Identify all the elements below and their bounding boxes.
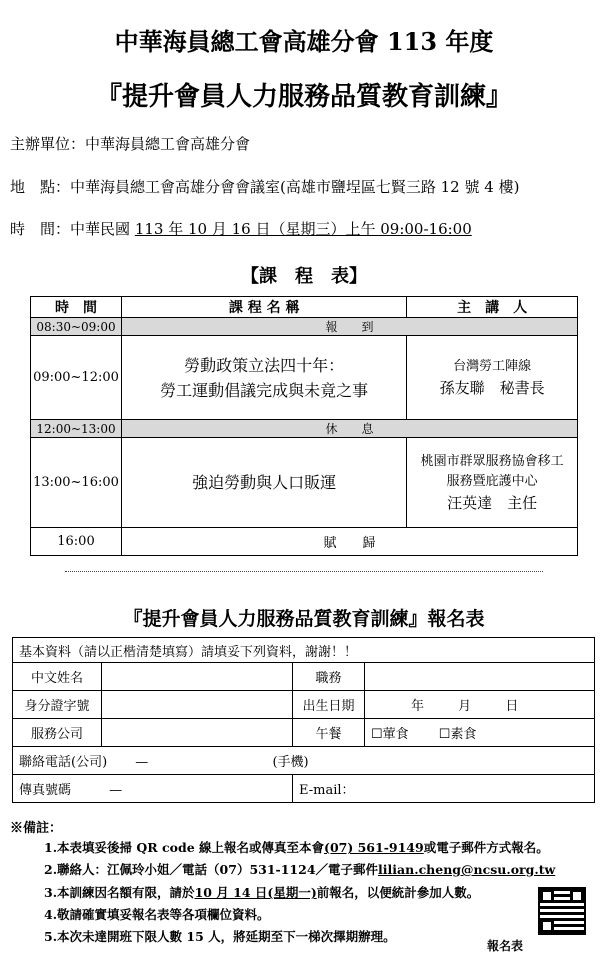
registration-form xyxy=(12,637,595,803)
row-time: 12:00~13:00 xyxy=(31,420,122,438)
location-value: 中華海員總工會高雄分會會議室(高雄市鹽埕區七賢三路 12 號 4 樓) xyxy=(70,178,520,196)
row-time: 08:30~09:00 xyxy=(31,318,122,336)
course-line: 勞工運動倡議完成與未竟之事 xyxy=(160,380,369,400)
table-row xyxy=(31,420,578,438)
phone-field[interactable] xyxy=(13,747,595,775)
email-label: E-mail： xyxy=(299,783,355,798)
divider xyxy=(65,571,543,572)
organizer-value: 中華海員總工會高雄分會 xyxy=(85,135,251,153)
id-label: 身分證字號 xyxy=(13,691,102,719)
note-4: 4.敬請確實填妥報名表等各項欄位資料。 xyxy=(44,907,270,922)
organizer-line xyxy=(10,133,250,154)
note-3 xyxy=(44,883,479,901)
row-time: 16:00 xyxy=(31,528,122,556)
row-speaker xyxy=(407,336,578,420)
deadline: 10 月 14 日(星期一) xyxy=(194,885,317,900)
company-label: 服務公司 xyxy=(13,719,102,747)
row-course xyxy=(121,336,406,420)
table-row xyxy=(31,438,578,528)
lunch-veg-checkbox[interactable]: ☐素食 xyxy=(438,727,477,742)
organizer-label: 主辦單位： xyxy=(10,135,86,153)
fax-dash: — xyxy=(109,783,123,798)
notes-label: ※備註： xyxy=(10,821,63,836)
fax-label: 傳真號碼 xyxy=(19,783,72,798)
birth-year: 年 xyxy=(411,699,425,714)
time-line xyxy=(10,218,472,239)
form-intro: 基本資料（請以正楷清楚填寫）請填妥下列資料，謝謝！！ xyxy=(13,638,595,663)
row-course: 賦 歸 xyxy=(121,528,577,556)
job-label: 職務 xyxy=(293,663,365,691)
note-text: 或電子郵件方式報名。 xyxy=(423,840,549,855)
birth-field[interactable] xyxy=(365,691,595,719)
table-row xyxy=(31,336,578,420)
schedule-heading: 【課 程 表】 xyxy=(241,266,367,287)
fax-field[interactable] xyxy=(13,775,293,803)
course-line: 勞動政策立法四十年： xyxy=(184,355,345,375)
qr-code-icon[interactable] xyxy=(538,887,586,935)
note-text: 3.本訓練因名額有限，請於 xyxy=(44,885,195,900)
row-time: 13:00~16:00 xyxy=(31,438,122,528)
note-text: 1.本表填妥後掃 QR code 線上報名或傳真至本會 xyxy=(44,840,325,855)
lunch-label: 午餐 xyxy=(293,719,365,747)
lunch-meat-checkbox[interactable]: ☐葷食 xyxy=(371,727,409,742)
mobile-label: (手機) xyxy=(272,755,309,770)
fax-number: (07) 561-9149 xyxy=(324,840,424,855)
schedule-table xyxy=(30,296,578,556)
birth-day: 日 xyxy=(505,699,519,714)
row-course: 報 到 xyxy=(121,318,577,336)
birth-label: 出生日期 xyxy=(293,691,365,719)
speaker-line: 桃園市群眾服務協會移工 xyxy=(420,453,564,469)
company-field[interactable] xyxy=(102,719,293,747)
birth-month: 月 xyxy=(458,699,472,714)
row-course: 休 息 xyxy=(121,420,577,438)
time-prefix: 中華民國 xyxy=(70,220,131,238)
name-label: 中文姓名 xyxy=(13,663,102,691)
name-field[interactable] xyxy=(102,663,293,691)
note-1 xyxy=(44,838,549,856)
location-line xyxy=(10,176,519,197)
col-header-course: 課 程 名 稱 xyxy=(121,297,406,318)
note-5: 5.本次未達開班下限人數 15 人，將延期至下一梯次擇期辦理。 xyxy=(44,929,396,944)
email-field[interactable] xyxy=(293,775,595,803)
table-row xyxy=(31,528,578,556)
note-2 xyxy=(44,860,555,878)
row-time: 09:00~12:00 xyxy=(31,336,122,420)
phone-dash: — xyxy=(135,755,149,770)
speaker-line: 孫友聯 秘書長 xyxy=(439,378,545,397)
doc-title: 中華海員總工會高雄分會 113 年度 xyxy=(114,27,494,56)
email-link[interactable]: lilian.cheng@ncsu.org.tw xyxy=(378,862,556,877)
time-label: 時 間： xyxy=(10,220,71,238)
job-field[interactable] xyxy=(365,663,595,691)
speaker-line: 服務暨庇護中心 xyxy=(446,473,538,489)
lunch-field xyxy=(365,719,595,747)
col-header-speaker: 主 講 人 xyxy=(407,297,578,318)
row-course: 強迫勞動與人口販運 xyxy=(121,438,406,528)
col-header-time: 時 間 xyxy=(31,297,122,318)
time-date: 113 年 10 月 16 日（星期三）上午 09:00-16:00 xyxy=(134,220,472,238)
note-text: 2.聯絡人：江佩玲小姐／電話（07）531-1124／電子郵件 xyxy=(44,862,379,877)
row-speaker xyxy=(407,438,578,528)
note-text: 前報名，以便統計參加人數。 xyxy=(316,885,480,900)
doc-subtitle: 『提升會員人力服務品質教育訓練』 xyxy=(95,82,512,112)
speaker-line: 汪英達 主任 xyxy=(447,493,538,512)
table-row xyxy=(31,318,578,336)
speaker-line: 台灣勞工陣線 xyxy=(453,358,532,374)
qr-caption: 報名表 xyxy=(487,939,524,953)
registration-heading: 『提升會員人力服務品質教育訓練』報名表 xyxy=(123,608,485,630)
id-field[interactable] xyxy=(102,691,293,719)
location-label: 地 點： xyxy=(10,178,71,196)
phone-label: 聯絡電話(公司) xyxy=(19,755,108,770)
